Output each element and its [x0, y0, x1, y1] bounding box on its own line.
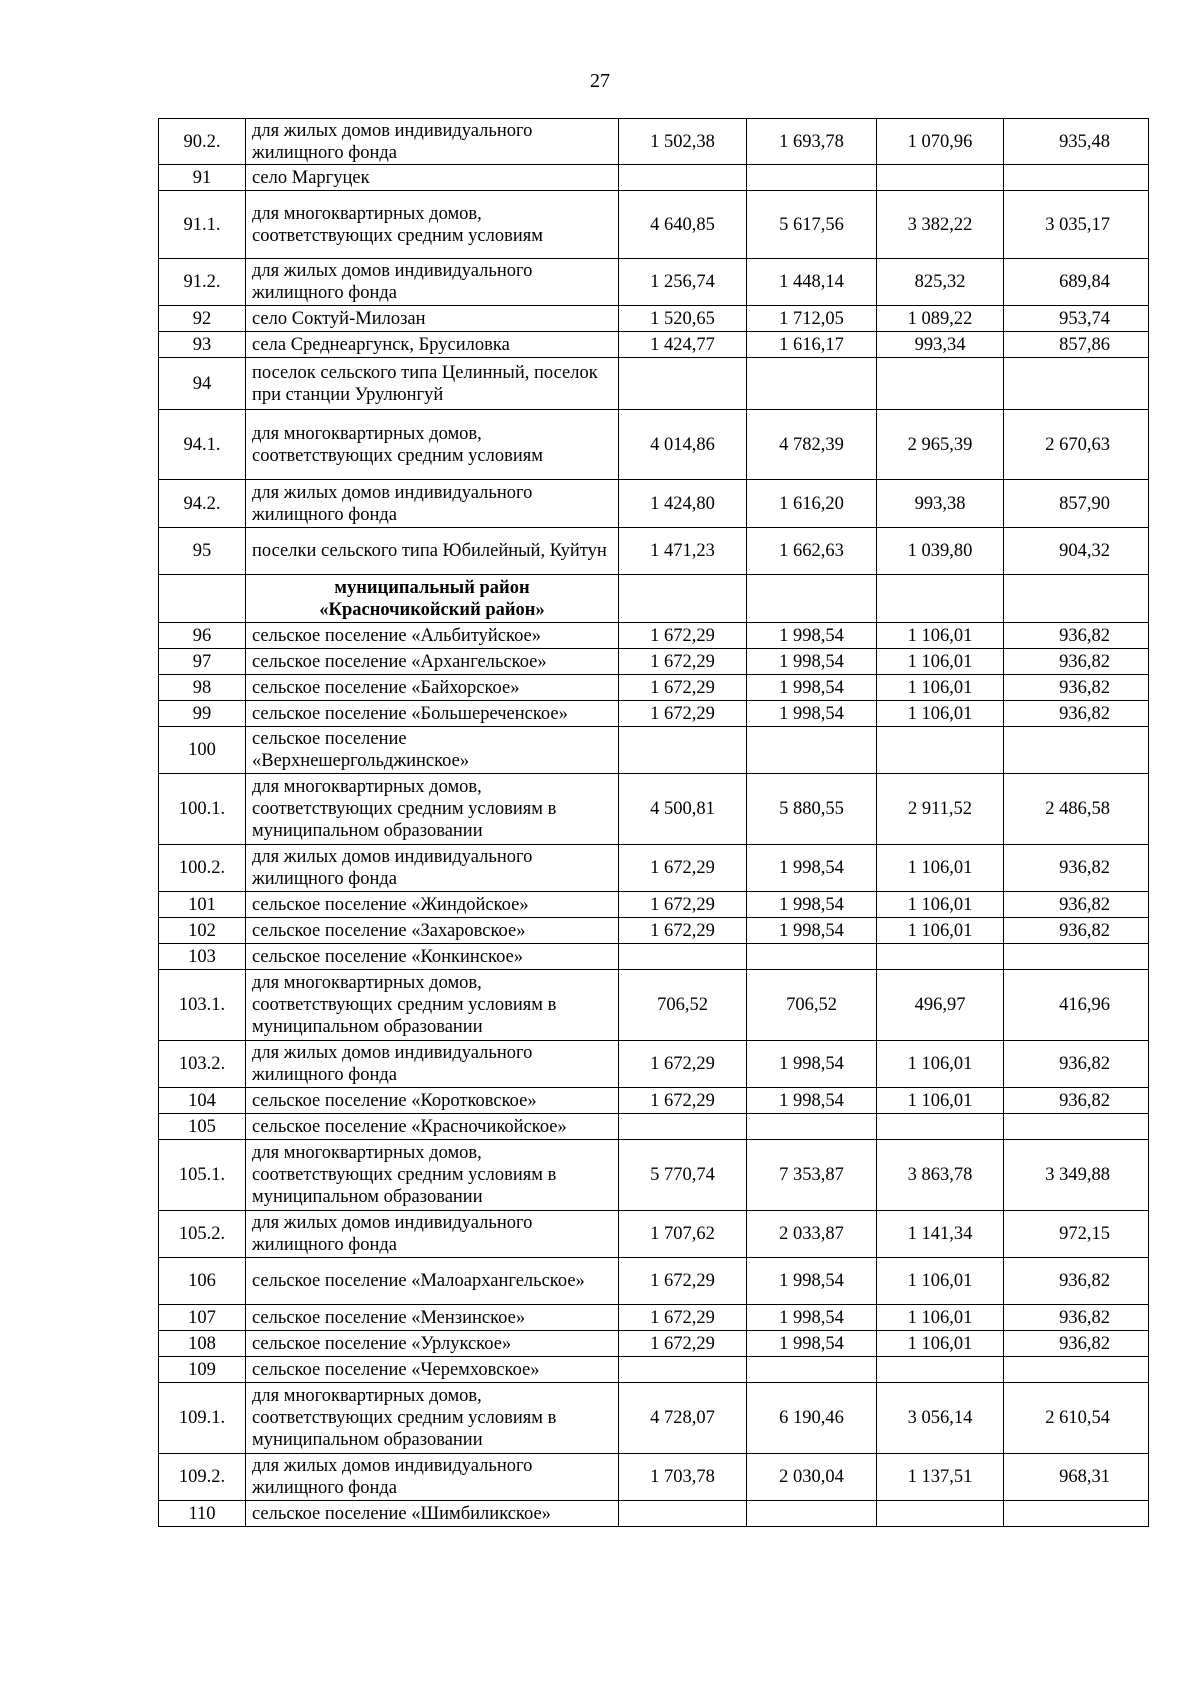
value-cell-4: 968,31: [1004, 1454, 1149, 1501]
value-cell-4: 936,82: [1004, 892, 1149, 918]
value-cell-3: 3 056,14: [877, 1383, 1004, 1454]
row-name-cell: для многоквартирных домов, соответствующих средним условиям: [246, 410, 619, 480]
row-name-cell: для жилых домов индивидуального жилищного фонда: [246, 259, 619, 306]
value-cell-1: 5 770,74: [619, 1140, 747, 1211]
row-number-cell: 96: [159, 623, 246, 649]
value-cell-3: 1 039,80: [877, 528, 1004, 575]
table-row: [159, 892, 1149, 918]
value-cell-1: [619, 1357, 747, 1383]
value-cell-1: 1 672,29: [619, 623, 747, 649]
table-row: [159, 675, 1149, 701]
value-cell-1: 1 424,80: [619, 480, 747, 528]
value-cell-4: 689,84: [1004, 259, 1149, 306]
row-number-cell: 101: [159, 892, 246, 918]
table-row: [159, 1140, 1149, 1211]
row-number-cell: 106: [159, 1258, 246, 1305]
value-cell-2: 1 998,54: [747, 845, 877, 892]
value-cell-1: 4 640,85: [619, 191, 747, 259]
value-cell-4: 936,82: [1004, 918, 1149, 944]
table-row: [159, 623, 1149, 649]
value-cell-2: 1 616,20: [747, 480, 877, 528]
row-name-cell: сельское поселение «Жиндойское»: [246, 892, 619, 918]
table-row: [159, 1357, 1149, 1383]
row-name-cell: для многоквартирных домов, соответствующих средним условиям в муниципальном образовании: [246, 1383, 619, 1454]
row-number-cell: 98: [159, 675, 246, 701]
table-row: [159, 1501, 1149, 1527]
value-cell-4: 936,82: [1004, 1088, 1149, 1114]
value-cell-3: 3 382,22: [877, 191, 1004, 259]
row-number-cell: 91: [159, 165, 246, 191]
row-number-cell: 100: [159, 727, 246, 774]
value-cell-1: 1 424,77: [619, 332, 747, 358]
row-number-cell: 91.2.: [159, 259, 246, 306]
row-name-cell: для жилых домов индивидуального жилищного фонда: [246, 1454, 619, 1501]
value-cell-4: 3 035,17: [1004, 191, 1149, 259]
value-cell-2: 1 998,54: [747, 1331, 877, 1357]
value-cell-4: 936,82: [1004, 649, 1149, 675]
value-cell-2: [747, 1357, 877, 1383]
value-cell-3: 1 089,22: [877, 306, 1004, 332]
value-cell-1: 4 500,81: [619, 774, 747, 845]
table-row: [159, 727, 1149, 774]
value-cell-4: 2 610,54: [1004, 1383, 1149, 1454]
value-cell-2: 1 998,54: [747, 623, 877, 649]
row-name-cell: село Соктуй-Милозан: [246, 306, 619, 332]
row-name-cell: сельское поселение «Байхорское»: [246, 675, 619, 701]
value-cell-3: [877, 1357, 1004, 1383]
value-cell-1: 1 672,29: [619, 649, 747, 675]
value-cell-3: 3 863,78: [877, 1140, 1004, 1211]
row-name-cell: для многоквартирных домов, соответствующих средним условиям в муниципальном образовании: [246, 1140, 619, 1211]
value-cell-1: 4 728,07: [619, 1383, 747, 1454]
value-cell-1: 1 672,29: [619, 845, 747, 892]
value-cell-4: [1004, 727, 1149, 774]
row-number-cell: 109: [159, 1357, 246, 1383]
row-name-cell: для жилых домов индивидуального жилищного фонда: [246, 1041, 619, 1088]
value-cell-3: 1 106,01: [877, 701, 1004, 727]
row-name-cell: сельское поселение «Мензинское»: [246, 1305, 619, 1331]
value-cell-1: 1 672,29: [619, 701, 747, 727]
value-cell-1: 1 672,29: [619, 1258, 747, 1305]
value-cell-4: [1004, 944, 1149, 970]
value-cell-2: [747, 1114, 877, 1140]
table-row: [159, 119, 1149, 165]
value-cell-2: 2 030,04: [747, 1454, 877, 1501]
value-cell-4: 857,90: [1004, 480, 1149, 528]
row-number-cell: [159, 575, 246, 623]
value-cell-2: 2 033,87: [747, 1211, 877, 1258]
value-cell-2: [747, 727, 877, 774]
value-cell-3: 2 911,52: [877, 774, 1004, 845]
value-cell-3: [877, 165, 1004, 191]
value-cell-2: 1 712,05: [747, 306, 877, 332]
value-cell-1: [619, 165, 747, 191]
value-cell-3: 1 106,01: [877, 1305, 1004, 1331]
value-cell-1: 1 703,78: [619, 1454, 747, 1501]
value-cell-3: 1 106,01: [877, 1088, 1004, 1114]
value-cell-3: 1 141,34: [877, 1211, 1004, 1258]
row-number-cell: 105: [159, 1114, 246, 1140]
row-number-cell: 102: [159, 918, 246, 944]
value-cell-1: 1 672,29: [619, 1088, 747, 1114]
row-name-cell: село Маргуцек: [246, 165, 619, 191]
row-name-cell: сельское поселение «Урлукское»: [246, 1331, 619, 1357]
value-cell-2: [747, 165, 877, 191]
value-cell-4: 857,86: [1004, 332, 1149, 358]
row-name-cell: сельское поселение «Конкинское»: [246, 944, 619, 970]
row-name-cell: поселки сельского типа Юбилейный, Куйтун: [246, 528, 619, 575]
value-cell-3: 1 106,01: [877, 623, 1004, 649]
value-cell-1: 4 014,86: [619, 410, 747, 480]
value-cell-3: 2 965,39: [877, 410, 1004, 480]
row-name-cell: сельское поселение «Черемховское»: [246, 1357, 619, 1383]
value-cell-1: [619, 727, 747, 774]
value-cell-1: 1 672,29: [619, 1305, 747, 1331]
value-cell-2: 1 998,54: [747, 1305, 877, 1331]
table-row: [159, 358, 1149, 410]
row-number-cell: 100.1.: [159, 774, 246, 845]
value-cell-4: 972,15: [1004, 1211, 1149, 1258]
row-number-cell: 90.2.: [159, 119, 246, 165]
value-cell-3: 1 106,01: [877, 1258, 1004, 1305]
row-number-cell: 109.1.: [159, 1383, 246, 1454]
value-cell-2: 1 998,54: [747, 1258, 877, 1305]
row-number-cell: 95: [159, 528, 246, 575]
value-cell-4: [1004, 1357, 1149, 1383]
row-number-cell: 93: [159, 332, 246, 358]
value-cell-3: 1 070,96: [877, 119, 1004, 165]
table-row: [159, 528, 1149, 575]
value-cell-4: 936,82: [1004, 1041, 1149, 1088]
value-cell-2: 5 617,56: [747, 191, 877, 259]
value-cell-4: [1004, 1114, 1149, 1140]
value-cell-4: 936,82: [1004, 675, 1149, 701]
table-body: [159, 119, 1149, 1527]
table-row: [159, 410, 1149, 480]
value-cell-4: 936,82: [1004, 1331, 1149, 1357]
row-number-cell: 91.1.: [159, 191, 246, 259]
value-cell-2: 1 998,54: [747, 701, 877, 727]
value-cell-2: 1 998,54: [747, 675, 877, 701]
table-row: [159, 970, 1149, 1041]
value-cell-1: 1 502,38: [619, 119, 747, 165]
value-cell-1: [619, 358, 747, 410]
value-cell-4: 936,82: [1004, 623, 1149, 649]
row-name-cell: сельское поселение «Малоархангельское»: [246, 1258, 619, 1305]
table-row: [159, 1454, 1149, 1501]
table-row: [159, 845, 1149, 892]
value-cell-1: 1 672,29: [619, 675, 747, 701]
value-cell-1: 1 672,29: [619, 918, 747, 944]
table-row: [159, 1088, 1149, 1114]
value-cell-3: 1 106,01: [877, 845, 1004, 892]
table-row: [159, 332, 1149, 358]
value-cell-4: [1004, 575, 1149, 623]
value-cell-4: [1004, 165, 1149, 191]
value-cell-3: [877, 1114, 1004, 1140]
table-row: [159, 1041, 1149, 1088]
value-cell-4: 2 486,58: [1004, 774, 1149, 845]
value-cell-3: 993,38: [877, 480, 1004, 528]
row-number-cell: 100.2.: [159, 845, 246, 892]
table-row: [159, 306, 1149, 332]
row-number-cell: 103.1.: [159, 970, 246, 1041]
row-number-cell: 104: [159, 1088, 246, 1114]
row-name-cell: для многоквартирных домов, соответствующих средним условиям в муниципальном образовании: [246, 970, 619, 1041]
value-cell-4: 904,32: [1004, 528, 1149, 575]
row-name-cell: поселок сельского типа Целинный, поселок при станции Урулюнгуй: [246, 358, 619, 410]
value-cell-1: 1 672,29: [619, 1041, 747, 1088]
value-cell-4: 935,48: [1004, 119, 1149, 165]
row-number-cell: 92: [159, 306, 246, 332]
value-cell-4: 3 349,88: [1004, 1140, 1149, 1211]
row-number-cell: 105.2.: [159, 1211, 246, 1258]
row-name-cell: сельское поселение «Альбитуйское»: [246, 623, 619, 649]
value-cell-2: 1 998,54: [747, 1041, 877, 1088]
value-cell-4: 2 670,63: [1004, 410, 1149, 480]
row-name-cell: для жилых домов индивидуального жилищного фонда: [246, 1211, 619, 1258]
row-name-cell: сельское поселение «Красночикойское»: [246, 1114, 619, 1140]
value-cell-3: 496,97: [877, 970, 1004, 1041]
value-cell-3: [877, 944, 1004, 970]
value-cell-3: 1 106,01: [877, 918, 1004, 944]
row-number-cell: 97: [159, 649, 246, 675]
row-name-cell: для жилых домов индивидуального жилищного фонда: [246, 845, 619, 892]
value-cell-4: 936,82: [1004, 845, 1149, 892]
row-number-cell: 107: [159, 1305, 246, 1331]
table-row: [159, 1331, 1149, 1357]
row-number-cell: 94: [159, 358, 246, 410]
value-cell-2: 4 782,39: [747, 410, 877, 480]
value-cell-3: [877, 1501, 1004, 1527]
value-cell-1: 1 707,62: [619, 1211, 747, 1258]
table-row: [159, 701, 1149, 727]
value-cell-2: [747, 575, 877, 623]
value-cell-4: 416,96: [1004, 970, 1149, 1041]
row-number-cell: 103.2.: [159, 1041, 246, 1088]
table-row: [159, 259, 1149, 306]
value-cell-4: 953,74: [1004, 306, 1149, 332]
row-name-cell: сельское поселение «Захаровское»: [246, 918, 619, 944]
value-cell-2: [747, 944, 877, 970]
value-cell-2: 1 693,78: [747, 119, 877, 165]
value-cell-2: 1 662,63: [747, 528, 877, 575]
table-row: [159, 1305, 1149, 1331]
row-name-cell: сельское поселение «Большереченское»: [246, 701, 619, 727]
value-cell-1: 1 256,74: [619, 259, 747, 306]
row-number-cell: 99: [159, 701, 246, 727]
value-cell-4: 936,82: [1004, 701, 1149, 727]
value-cell-1: 1 471,23: [619, 528, 747, 575]
value-cell-1: [619, 1114, 747, 1140]
value-cell-3: [877, 727, 1004, 774]
value-cell-4: [1004, 358, 1149, 410]
row-name-cell: для жилых домов индивидуального жилищного фонда: [246, 119, 619, 165]
row-number-cell: 103: [159, 944, 246, 970]
value-cell-4: 936,82: [1004, 1258, 1149, 1305]
table-row: [159, 1258, 1149, 1305]
row-number-cell: 108: [159, 1331, 246, 1357]
value-cell-2: 1 448,14: [747, 259, 877, 306]
table-row: [159, 944, 1149, 970]
row-number-cell: 94.2.: [159, 480, 246, 528]
table-row: [159, 191, 1149, 259]
row-name-cell: сельское поселение «Шимбиликское»: [246, 1501, 619, 1527]
page-number: 27: [590, 70, 610, 92]
row-number-cell: 94.1.: [159, 410, 246, 480]
table-row: [159, 774, 1149, 845]
value-cell-3: 1 106,01: [877, 649, 1004, 675]
row-name-cell: сельское поселение «Коротковское»: [246, 1088, 619, 1114]
row-name-cell: муниципальный район «Красночикойский район»: [246, 575, 619, 623]
value-cell-2: 5 880,55: [747, 774, 877, 845]
table-row: [159, 480, 1149, 528]
value-cell-1: 1 520,65: [619, 306, 747, 332]
value-cell-3: 1 106,01: [877, 892, 1004, 918]
value-cell-3: 1 106,01: [877, 675, 1004, 701]
table-row: [159, 1383, 1149, 1454]
row-name-cell: сельское поселение «Верхнешергольджинское»: [246, 727, 619, 774]
table-row: [159, 918, 1149, 944]
value-cell-2: 6 190,46: [747, 1383, 877, 1454]
value-cell-1: 1 672,29: [619, 892, 747, 918]
table-row: [159, 649, 1149, 675]
value-cell-1: 706,52: [619, 970, 747, 1041]
value-cell-3: [877, 575, 1004, 623]
value-cell-4: [1004, 1501, 1149, 1527]
value-cell-2: 706,52: [747, 970, 877, 1041]
value-cell-2: 1 616,17: [747, 332, 877, 358]
value-cell-3: 993,34: [877, 332, 1004, 358]
value-cell-3: [877, 358, 1004, 410]
row-number-cell: 109.2.: [159, 1454, 246, 1501]
table-row: [159, 165, 1149, 191]
row-name-cell: сельское поселение «Архангельское»: [246, 649, 619, 675]
value-cell-1: 1 672,29: [619, 1331, 747, 1357]
row-name-cell: для жилых домов индивидуального жилищного фонда: [246, 480, 619, 528]
row-name-cell: для многоквартирных домов, соответствующих средним условиям в муниципальном образовании: [246, 774, 619, 845]
row-name-cell: для многоквартирных домов, соответствующих средним условиям: [246, 191, 619, 259]
table-row: [159, 1211, 1149, 1258]
row-number-cell: 105.1.: [159, 1140, 246, 1211]
value-cell-3: 825,32: [877, 259, 1004, 306]
value-cell-1: [619, 1501, 747, 1527]
value-cell-2: [747, 358, 877, 410]
value-cell-1: [619, 944, 747, 970]
value-cell-2: 1 998,54: [747, 892, 877, 918]
value-cell-3: 1 106,01: [877, 1331, 1004, 1357]
value-cell-2: 1 998,54: [747, 1088, 877, 1114]
row-number-cell: 110: [159, 1501, 246, 1527]
table-row: [159, 575, 1149, 623]
value-cell-2: [747, 1501, 877, 1527]
tariff-table: [158, 118, 1149, 1527]
value-cell-2: 1 998,54: [747, 918, 877, 944]
value-cell-3: 1 106,01: [877, 1041, 1004, 1088]
row-name-cell: села Среднеаргунск, Брусиловка: [246, 332, 619, 358]
value-cell-2: 7 353,87: [747, 1140, 877, 1211]
value-cell-3: 1 137,51: [877, 1454, 1004, 1501]
value-cell-1: [619, 575, 747, 623]
table-row: [159, 1114, 1149, 1140]
value-cell-2: 1 998,54: [747, 649, 877, 675]
value-cell-4: 936,82: [1004, 1305, 1149, 1331]
